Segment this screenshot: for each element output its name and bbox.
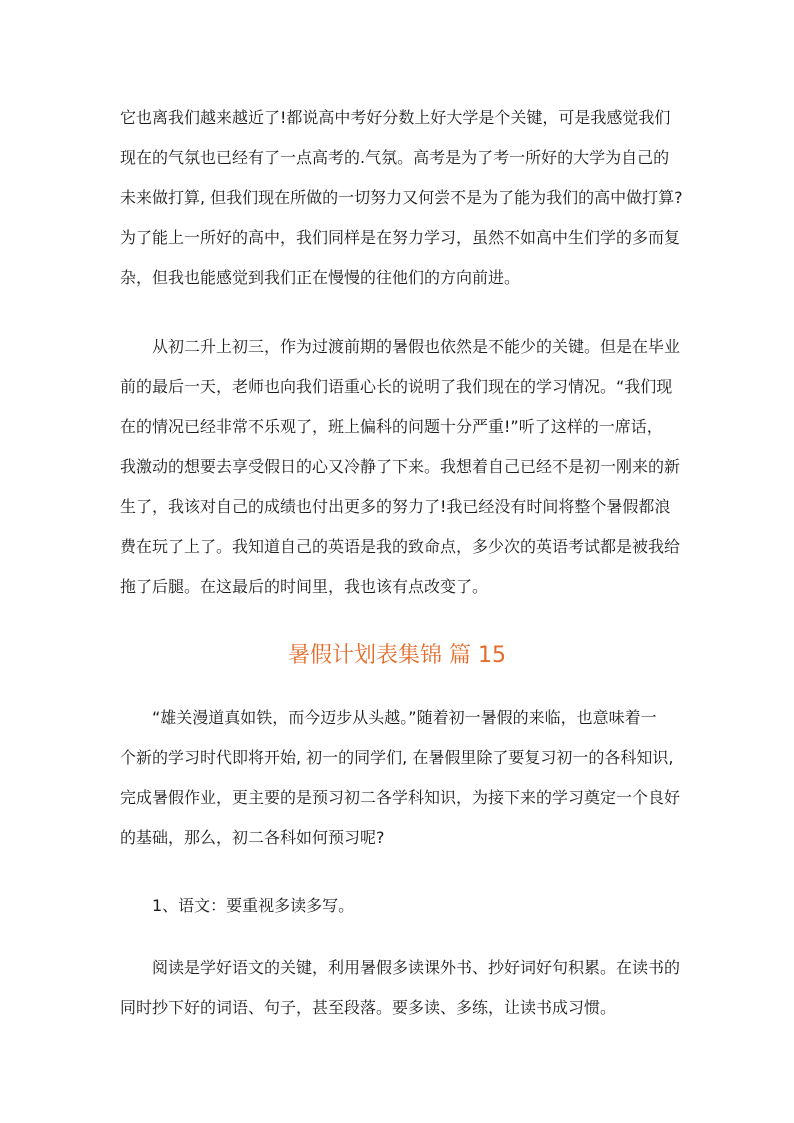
paragraph-continuation: [120, 103, 688, 292]
text-line: 的基础，那么，初二各科如何预习呢?: [120, 828, 385, 847]
section-heading: 暑假计划表集锦 篇 15: [288, 643, 506, 668]
text-line: 杂，但我也能感觉到我们正在慢慢的往他们的方向前进。: [120, 268, 521, 287]
text-line: 现在的气氛也已经有了一点高考的.气氛。高考是为了考一所好的大学为自己的: [120, 148, 670, 167]
text-line: 为了能上一所好的高中，我们同样是在努力学习，虽然不如高中生们学的多而复: [120, 228, 681, 247]
text-line: 同时抄下好的词语、句子，甚至段落。要多读、多练，让读书成习惯。: [120, 998, 617, 1017]
text-line: “雄关漫道真如铁，而今迈步从头越。”随着初一暑假的来临，也意味着一: [152, 708, 657, 727]
text-line: 1、语文：要重视多读多写。: [152, 896, 355, 915]
text-line: 费在玩了上了。我知道自己的英语是我的致命点，多少次的英语考试都是被我给: [120, 537, 681, 556]
text-line: 我激动的想要去享受假日的心又冷静了下来。我想着自己已经不是初一刚来的新: [120, 457, 681, 476]
text-line: 阅读是学好语文的关键，利用暑假多读课外书、抄好词好句积累。在读书的: [152, 958, 681, 977]
text-line: 个新的学习时代即将开始, 初一的同学们, 在暑假里除了要复习初一的各科知识,: [120, 748, 674, 767]
text-line: 未来做打算, 但我们现在所做的一切努力又何尝不是为了能为我们的高中做打算?: [120, 188, 683, 207]
text-line: 拖了后腿。在这最后的时间里，我也该有点改变了。: [120, 577, 489, 596]
text-line: 它也离我们越来越近了!都说高中考好分数上好大学是个关键，可是我感觉我们: [120, 108, 671, 127]
text-line: 在的情况已经非常不乐观了，班上偏科的问题十分严重!”听了这样的一席话，: [120, 417, 663, 436]
paragraph-second: [120, 332, 688, 601]
paragraph-reading: [120, 953, 688, 1022]
paragraph-intro: [120, 703, 688, 852]
paragraph-chinese-subject: [120, 891, 688, 920]
text-line: 从初二升上初三，作为过渡前期的暑假也依然是不能少的关键。但是在毕业: [152, 337, 681, 356]
text-line: 前的最后一天，老师也向我们语重心长的说明了我们现在的学习情况。“我们现: [120, 377, 673, 396]
text-line: 完成暑假作业，更主要的是预习初二各学科知识，为接下来的学习奠定一个良好: [120, 788, 681, 807]
text-line: 生了，我该对自己的成绩也付出更多的努力了!我已经没有时间将整个暑假都浪: [120, 497, 671, 516]
